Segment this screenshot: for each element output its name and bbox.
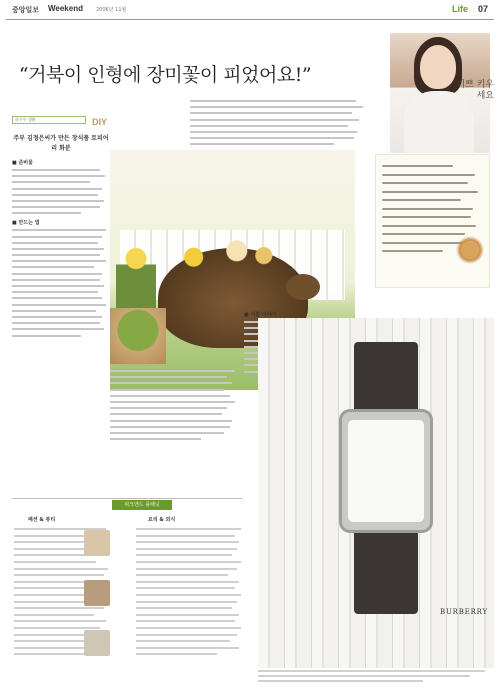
article-headline: “거북이 인형에 장미꽃이 피었어요!” (18, 64, 312, 86)
portrait-face (420, 45, 456, 89)
diy-badge: DIY (92, 117, 108, 127)
middle-column (110, 306, 240, 444)
section-divider (12, 498, 242, 499)
portrait-speech-bubble: 이쁘 키우세요 (456, 80, 494, 101)
category-food-dining: 요리 & 외식 (148, 517, 176, 523)
section-name: Life (451, 4, 468, 14)
minihead-materials: ■ 준비물 (12, 160, 33, 166)
watch-strap-top (354, 342, 418, 414)
fashion-thumbnail (84, 530, 110, 556)
ad-footer-text (258, 670, 494, 686)
tortoise-head (286, 274, 320, 300)
section-tag: Weekend (48, 4, 83, 13)
body-text-block (12, 229, 110, 336)
handwritten-letter (375, 154, 490, 288)
accessory-thumbnail (84, 630, 110, 656)
ad-brand-logo: BURBERRY (440, 608, 488, 616)
page-number: 07 (477, 4, 488, 14)
body-text-block (12, 169, 110, 214)
flower-cluster (172, 238, 280, 270)
food-dining-listings (136, 528, 248, 660)
minihead-plant-story: ■ 식물 이야기 (244, 312, 277, 318)
potted-plant-photo (110, 308, 166, 364)
page-header (6, 4, 494, 20)
dog-toy-illustration (456, 236, 484, 264)
watch-face (348, 420, 424, 522)
category-fashion-beauty: 패션 & 뷰티 (28, 517, 56, 523)
intro-text-column (190, 100, 370, 150)
subheadline: 주부 김정은씨가 만든 장식품 토피어리 화분 (13, 135, 109, 152)
beauty-thumbnail (84, 580, 110, 606)
minihead-howto: ■ 만드는 법 (12, 220, 40, 227)
issue-date: 2006년 11월 (96, 7, 127, 13)
weekend-planet-label: 위크엔드 플래닛 (112, 500, 172, 510)
watch-strap-bottom (354, 530, 418, 614)
column-tag: 하우투 생활 (12, 116, 86, 124)
left-column (12, 116, 110, 341)
newspaper-brand: 중앙일보 (12, 6, 40, 14)
